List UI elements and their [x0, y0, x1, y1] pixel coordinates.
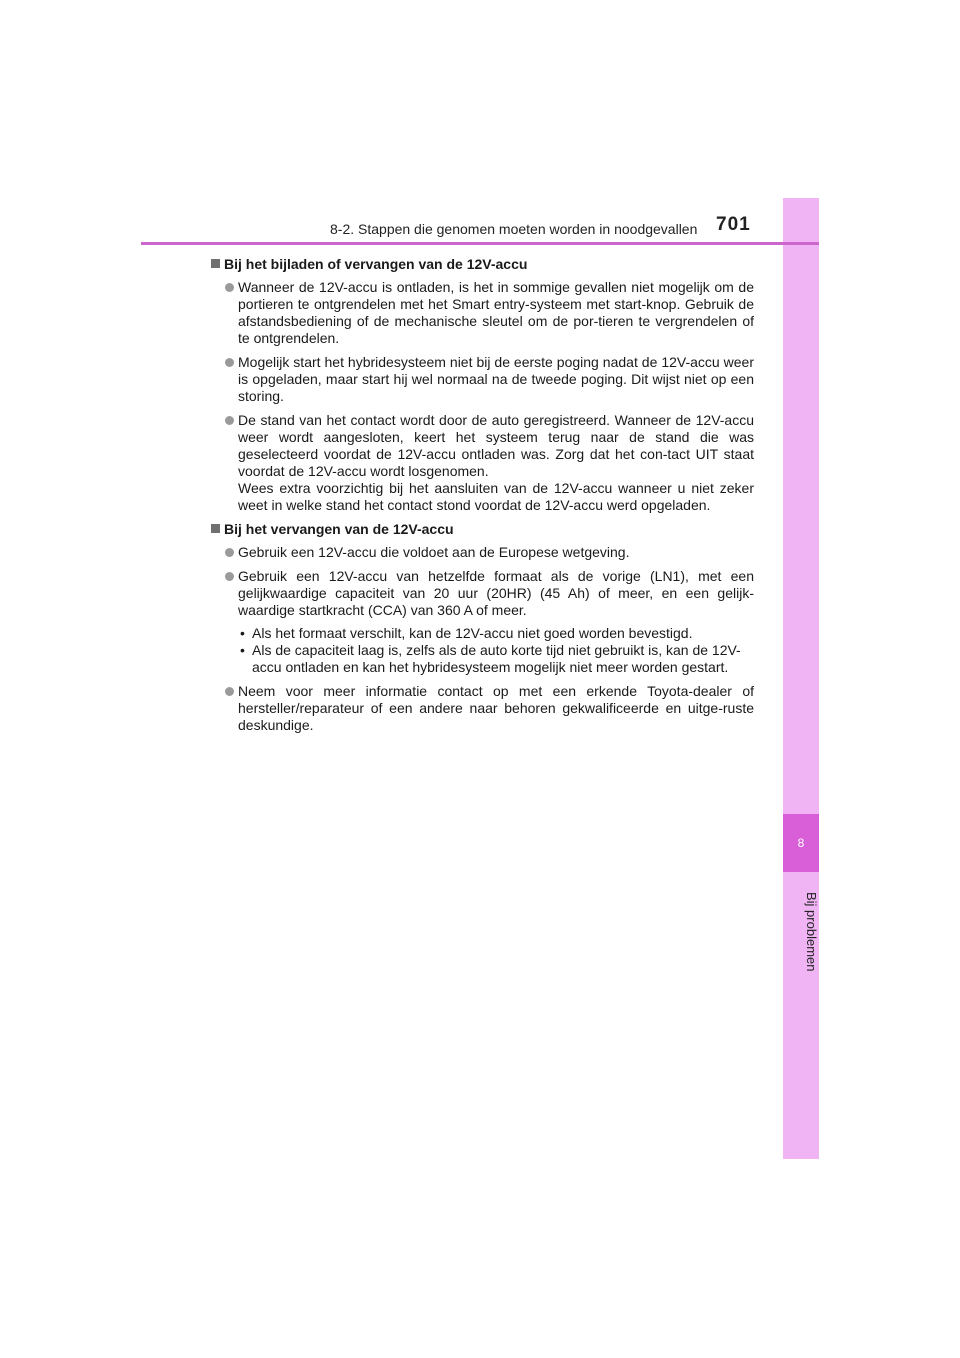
- item-text: Neem voor meer informatie contact op met een erkende Toyota-dealer of hersteller/reparateur of een andere naar behoren gekwalificeerde en uitge-ruste deskundige.: [238, 683, 754, 733]
- round-bullet-icon: [225, 283, 234, 292]
- header-divider: [141, 242, 819, 245]
- chapter-label: Bij problemen: [804, 892, 819, 972]
- sub-list: [238, 625, 754, 676]
- chapter-number-tab[interactable]: [783, 814, 819, 872]
- list-item: [210, 279, 754, 347]
- list-item: [210, 354, 754, 405]
- round-bullet-icon: [225, 687, 234, 696]
- dot-marker: •: [240, 642, 245, 658]
- page-content: [210, 256, 754, 741]
- chapter-number: 8: [797, 836, 805, 850]
- square-bullet-icon: [211, 524, 220, 533]
- list-item: [210, 568, 754, 676]
- list-item: [210, 683, 754, 734]
- page-number: 701: [716, 214, 751, 235]
- section-heading: [210, 521, 754, 538]
- item-text: Gebruik een 12V-accu van hetzelfde formaat als de vorige (LN1), met een gelijkwaardige capaciteit van 20 uur (20HR) (45 Ah) of meer, en een gelijk-waardige startkracht (CCA) van 360 A of meer.: [238, 568, 754, 618]
- round-bullet-icon: [225, 572, 234, 581]
- round-bullet-icon: [225, 416, 234, 425]
- sub-item-text: Als de capaciteit laag is, zelfs als de auto korte tijd niet gebruikt is, kan de 12V-accu ontladen en kan het hybridesysteem mogelijk niet meer worden gestart.: [252, 642, 741, 675]
- section-title: 8-2. Stappen die genomen moeten worden in noodgevallen: [330, 221, 698, 237]
- item-text: De stand van het contact wordt door de auto geregistreerd. Wanneer de 12V-accu weer wordt aangesloten, keert het systeem terug naar de stand die was geselecteerd voordat de 12V-accu ontladen was. Zorg dat het con-tact UIT staat voordat de 12V-accu wordt losgenomen.: [238, 412, 754, 479]
- item-text: Gebruik een 12V-accu die voldoet aan de Europese wetgeving.: [238, 544, 630, 560]
- item-text: Mogelijk start het hybridesysteem niet bij de eerste poging nadat de 12V-accu weer is opgeladen, maar start hij wel normaal na de tweede poging. Dit wijst niet op een storing.: [238, 354, 754, 404]
- round-bullet-icon: [225, 548, 234, 557]
- item-text: Wees extra voorzichtig bij het aansluiten van de 12V-accu wanneer u niet zeker weet in welke stand het contact stond voordat de 12V-accu werd opgeladen.: [238, 480, 754, 513]
- section-heading-text: Bij het vervangen van de 12V-accu: [224, 521, 454, 537]
- list-item: [210, 544, 754, 561]
- sub-item-text: Als het formaat verschilt, kan de 12V-accu niet goed worden bevestigd.: [252, 625, 693, 641]
- item-text: Wanneer de 12V-accu is ontladen, is het in sommige gevallen niet mogelijk om de portieren te ontgrendelen met het Smart entry-systeem met start-knop. Gebruik de afstandsbediening of de mechanische sleutel om de por-tieren te vergrendelen of te ontgrendelen.: [238, 279, 754, 346]
- list-item: [210, 412, 754, 514]
- section-heading-text: Bij het bijladen of vervangen van de 12V-accu: [224, 256, 528, 272]
- chapter-side-tab: [783, 198, 819, 1159]
- round-bullet-icon: [225, 358, 234, 367]
- square-bullet-icon: [211, 259, 220, 268]
- dot-marker: •: [240, 625, 245, 641]
- sub-list-item: [238, 625, 754, 642]
- sub-list-item: [238, 642, 754, 676]
- section-heading: [210, 256, 754, 273]
